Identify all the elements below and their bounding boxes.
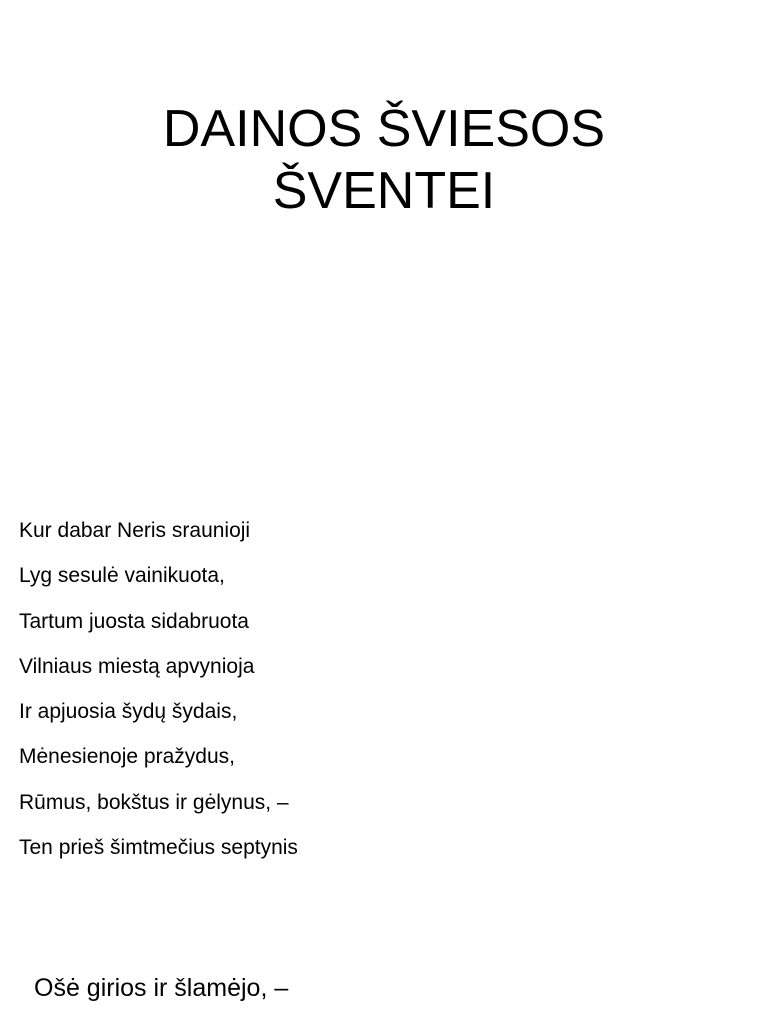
title-line-2: ŠVENTEI	[272, 162, 496, 220]
poem-line: Ir apjuosia šydų šydais,	[19, 700, 238, 724]
poem-line: Kur dabar Neris sraunioji	[19, 519, 251, 542]
poem-line: Vilniaus miestą apvynioja	[19, 654, 255, 678]
poem-line: Mėnesienoje pražydus,	[19, 745, 235, 769]
poem-line: Tartum juosta sidabruota	[19, 609, 249, 633]
document-title	[0, 98, 768, 222]
poem-line: Ten prieš šimtmečius septynis	[19, 836, 298, 860]
poem-line: Rūmus, bokštus ir gėlynus, –	[19, 790, 289, 814]
title-line-1: DAINOS ŠVIESOS	[162, 100, 606, 158]
poem-line: Lyg sesulė vainikuota,	[19, 564, 225, 588]
poem-next-line: Ošė girios ir šlamėjo, –	[34, 974, 289, 1002]
poem-stanza	[19, 508, 298, 870]
